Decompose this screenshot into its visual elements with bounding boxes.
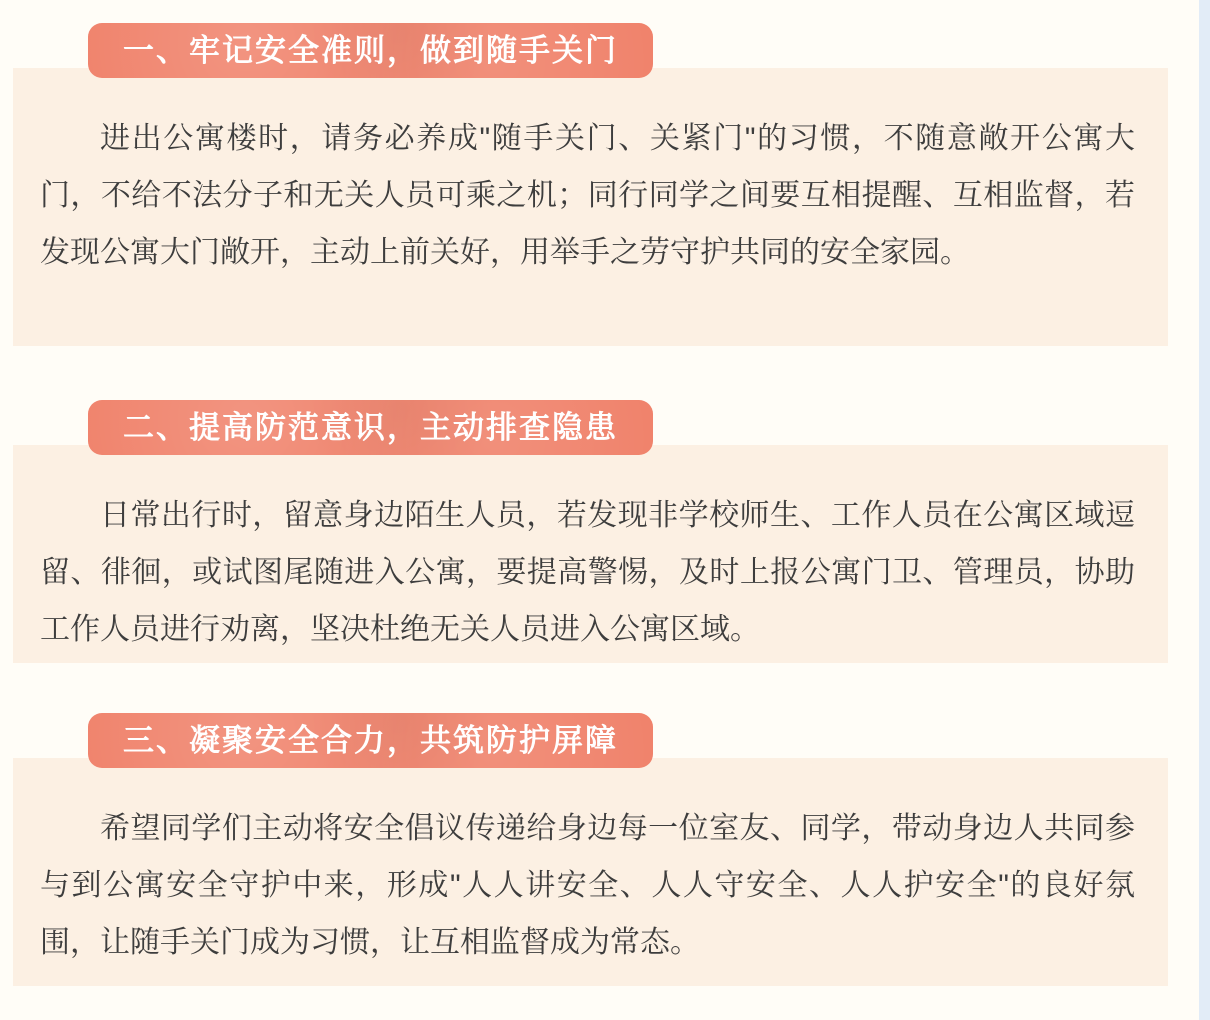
section-2-heading-badge xyxy=(88,400,653,455)
section-3-panel xyxy=(13,758,1168,986)
section-1-heading-badge xyxy=(88,23,653,78)
section-1-body: 进出公寓楼时，请务必养成"随手关门、关紧门"的习惯，不随意敞开公寓大门，不给不法分子和无关人员可乘之机；同行同学之间要互相提醒、互相监督，若发现公寓大门敞开，主动上前关好，用举手之劳守护共同的安全家园。 xyxy=(40,122,1135,269)
section-2-body: 日常出行时，留意身边陌生人员，若发现非学校师生、工作人员在公寓区域逗留、徘徊，或试图尾随进入公寓，要提高警惕，及时上报公寓门卫、管理员，协助工作人员进行劝离，坚决杜绝无关人员进入公寓区域。 xyxy=(40,499,1135,646)
section-safety-rules xyxy=(0,23,1210,269)
section-2-heading: 二、提高防范意识，主动排查隐患 xyxy=(123,410,618,445)
section-3-body: 希望同学们主动将安全倡议传递给身边每一位室友、同学，带动身边人共同参与到公寓安全守护中来，形成"人人讲安全、人人守安全、人人护安全"的良好氛围，让随手关门成为习惯，让互相监督成为常态。 xyxy=(40,812,1135,959)
section-joint-protection xyxy=(0,713,1210,959)
section-3-heading: 三、凝聚安全合力，共筑防护屏障 xyxy=(123,723,618,758)
section-2-panel xyxy=(13,445,1168,663)
right-edge-strip xyxy=(1199,0,1210,1020)
section-1-panel xyxy=(13,68,1168,346)
section-awareness xyxy=(0,400,1210,646)
section-3-heading-badge xyxy=(88,713,653,768)
section-1-heading: 一、牢记安全准则，做到随手关门 xyxy=(123,33,618,68)
